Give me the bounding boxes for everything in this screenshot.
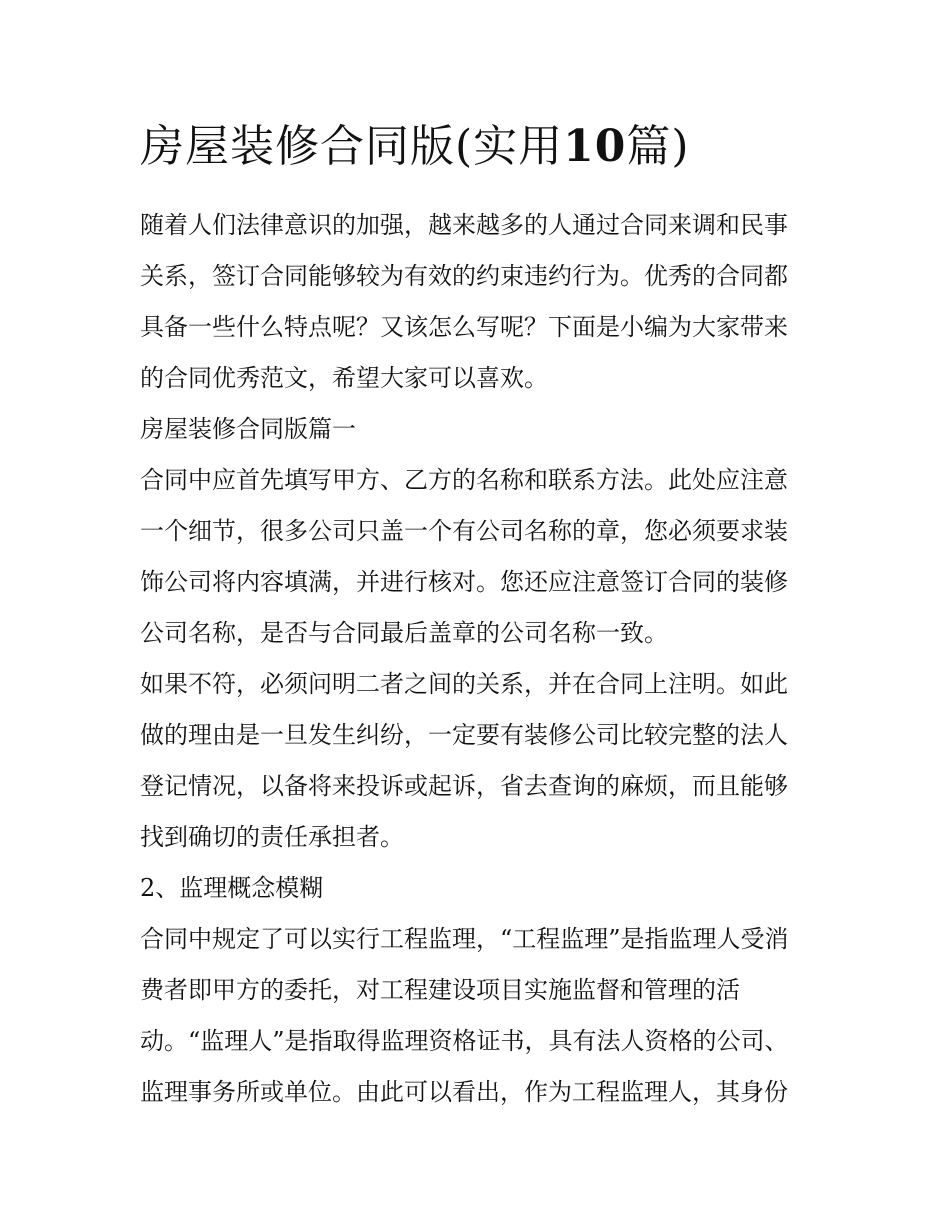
- title-end: 篇): [626, 121, 690, 172]
- text-line: 合同中规定了可以实行工程监理，“工程监理”是指监理人受消: [140, 925, 789, 953]
- document-page: [140, 112, 820, 1118]
- document-title: [140, 112, 820, 182]
- text-line: 合同中应首先填写甲方、乙方的名称和联系方法。此处应注意: [140, 466, 788, 494]
- text-line: 的合同优秀范文，希望大家可以喜欢。: [140, 364, 548, 392]
- text-line: 公司名称，是否与合同最后盖章的公司名称一致。: [140, 619, 668, 647]
- text-line: 2、监理概念模糊: [140, 874, 324, 902]
- document-body: [140, 200, 820, 1118]
- title-main: 房屋装修合同版(实用: [140, 121, 564, 172]
- paragraph: [140, 659, 820, 863]
- text-line: 登记情况，以备将来投诉或起诉，省去查询的麻烦，而且能够: [140, 772, 788, 800]
- text-line: 随着人们法律意识的加强，越来越多的人通过合同来调和民事: [140, 211, 788, 239]
- paragraph: [140, 404, 820, 455]
- text-line: 一个细节，很多公司只盖一个有公司名称的章，您必须要求装: [140, 517, 788, 545]
- title-number: 10: [563, 121, 627, 172]
- text-line: 监理事务所或单位。由此可以看出，作为工程监理人，其身份: [140, 1078, 788, 1106]
- text-line: 关系，签订合同能够较为有效的约束违约行为。优秀的合同都: [140, 262, 788, 290]
- paragraph: [140, 455, 820, 659]
- text-line: 房屋装修合同版篇一: [140, 415, 356, 443]
- paragraph: [140, 914, 820, 1118]
- text-line: 做的理由是一旦发生纠纷，一定要有装修公司比较完整的法人: [140, 721, 788, 749]
- text-line: 费者即甲方的委托，对工程建设项目实施监督和管理的活: [140, 976, 740, 1004]
- text-line: 动。“监理人”是指取得监理资格证书，具有法人资格的公司、: [140, 1027, 789, 1055]
- text-line: 饰公司将内容填满，并进行核对。您还应注意签订合同的装修: [140, 568, 788, 596]
- paragraph: [140, 200, 820, 404]
- text-line: 如果不符，必须问明二者之间的关系，并在合同上注明。如此: [140, 670, 788, 698]
- text-line: 具备一些什么特点呢？又该怎么写呢？下面是小编为大家带来: [140, 313, 788, 341]
- text-line: 找到确切的责任承担者。: [140, 823, 404, 851]
- paragraph: [140, 863, 820, 914]
